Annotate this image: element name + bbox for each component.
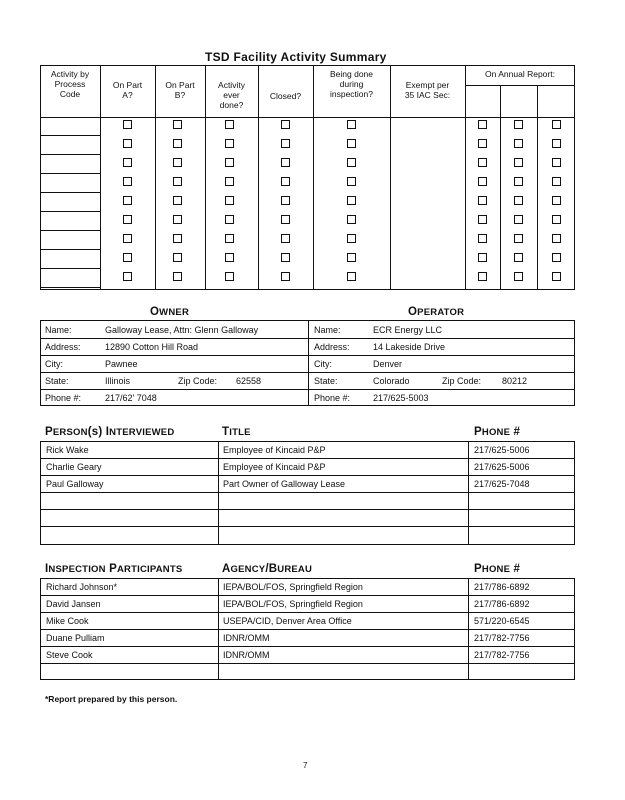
activity-checkbox[interactable] bbox=[173, 234, 182, 243]
person-name: Charlie Geary bbox=[46, 462, 102, 472]
activity-checkbox[interactable] bbox=[347, 215, 356, 224]
participant-phone: 571/220-6545 bbox=[474, 616, 530, 626]
activity-checkbox[interactable] bbox=[552, 120, 561, 129]
owner-phone-label: Phone #: bbox=[45, 393, 82, 403]
activity-code-line bbox=[40, 211, 100, 212]
activity-checkbox[interactable] bbox=[173, 215, 182, 224]
activity-checkbox[interactable] bbox=[173, 139, 182, 148]
operator-phone: 217/625-5003 bbox=[373, 393, 429, 403]
participants-phone-heading: PHONE # bbox=[474, 563, 521, 575]
col-activity-ever-done: Activity ever done? bbox=[218, 80, 245, 110]
person-title: Employee of Kincaid P&P bbox=[223, 462, 326, 472]
col-exempt: Exempt per 35 IAC Sec: bbox=[404, 80, 451, 100]
activity-checkbox[interactable] bbox=[478, 253, 487, 262]
operator-zip-label: Zip Code: bbox=[442, 376, 482, 386]
participant-agency: IEPA/BOL/FOS, Springfield Region bbox=[223, 582, 363, 592]
activity-checkbox[interactable] bbox=[552, 253, 561, 262]
row-divider bbox=[40, 475, 575, 476]
activity-checkbox[interactable] bbox=[478, 215, 487, 224]
participant-name: Duane Pulliam bbox=[46, 633, 105, 643]
person-phone: 217/625-7048 bbox=[474, 479, 530, 489]
activity-checkbox[interactable] bbox=[173, 158, 182, 167]
activity-checkbox[interactable] bbox=[552, 215, 561, 224]
activity-checkbox[interactable] bbox=[478, 139, 487, 148]
activity-code-line bbox=[40, 230, 100, 231]
activity-checkbox[interactable] bbox=[123, 196, 132, 205]
activity-checkbox[interactable] bbox=[225, 253, 234, 262]
owner-zip-label: Zip Code: bbox=[178, 376, 218, 386]
activity-checkbox[interactable] bbox=[225, 177, 234, 186]
owner-name-label: Name: bbox=[45, 325, 72, 335]
person-name: Paul Galloway bbox=[46, 479, 104, 489]
participant-agency: IEPA/BOL/FOS, Springfield Region bbox=[223, 599, 363, 609]
activity-checkbox[interactable] bbox=[347, 234, 356, 243]
operator-address-label: Address: bbox=[314, 342, 350, 352]
row-divider bbox=[40, 509, 575, 510]
operator-zip: 80212 bbox=[502, 376, 528, 386]
participant-name: Richard Johnson* bbox=[46, 582, 118, 592]
activity-checkbox[interactable] bbox=[281, 253, 290, 262]
activity-checkbox[interactable] bbox=[225, 158, 234, 167]
activity-checkbox[interactable] bbox=[173, 177, 182, 186]
activity-checkbox[interactable] bbox=[514, 196, 523, 205]
activity-code-line bbox=[40, 135, 100, 136]
owner-address-label: Address: bbox=[45, 342, 81, 352]
activity-checkbox[interactable] bbox=[478, 272, 487, 281]
row-divider bbox=[40, 492, 575, 493]
operator-heading: OPERATOR bbox=[408, 306, 465, 318]
activity-checkbox[interactable] bbox=[281, 215, 290, 224]
agency-heading: AGENCY/BUREAU bbox=[222, 563, 313, 575]
participant-phone: 217/786-6892 bbox=[474, 582, 530, 592]
row-divider bbox=[40, 595, 575, 596]
activity-checkbox[interactable] bbox=[281, 234, 290, 243]
activity-checkbox[interactable] bbox=[347, 272, 356, 281]
owner-phone: 217/62’ 7048 bbox=[105, 393, 157, 403]
activity-checkbox[interactable] bbox=[123, 253, 132, 262]
activity-checkbox[interactable] bbox=[514, 272, 523, 281]
activity-checkbox[interactable] bbox=[347, 177, 356, 186]
activity-checkbox[interactable] bbox=[281, 177, 290, 186]
activity-checkbox[interactable] bbox=[123, 272, 132, 281]
participant-agency: USEPA/CID, Denver Area Office bbox=[223, 616, 352, 626]
activity-checkbox[interactable] bbox=[225, 139, 234, 148]
activity-checkbox[interactable] bbox=[514, 177, 523, 186]
activity-checkbox[interactable] bbox=[514, 139, 523, 148]
activity-checkbox[interactable] bbox=[514, 120, 523, 129]
page-number: 7 bbox=[303, 761, 308, 770]
row-divider bbox=[40, 612, 575, 613]
activity-checkbox[interactable] bbox=[225, 272, 234, 281]
footnote: *Report prepared by this person. bbox=[45, 694, 178, 704]
row-divider bbox=[40, 646, 575, 647]
participant-phone: 217/782-7756 bbox=[474, 633, 530, 643]
col-part-b: On Part B? bbox=[165, 80, 195, 100]
activity-checkbox[interactable] bbox=[225, 120, 234, 129]
activity-checkbox[interactable] bbox=[347, 120, 356, 129]
activity-checkbox[interactable] bbox=[347, 158, 356, 167]
activity-checkbox[interactable] bbox=[281, 120, 290, 129]
activity-checkbox[interactable] bbox=[347, 196, 356, 205]
row-divider bbox=[40, 458, 575, 459]
activity-checkbox[interactable] bbox=[478, 196, 487, 205]
activity-checkbox[interactable] bbox=[552, 196, 561, 205]
persons-phone-heading: PHONE # bbox=[474, 426, 521, 438]
owner-state-label: State: bbox=[45, 376, 69, 386]
activity-code-line bbox=[40, 249, 100, 250]
activity-checkbox[interactable] bbox=[552, 158, 561, 167]
activity-checkbox[interactable] bbox=[347, 139, 356, 148]
activity-checkbox[interactable] bbox=[478, 177, 487, 186]
participant-agency: IDNR/OMM bbox=[223, 633, 270, 643]
persons-interviewed-heading: PERSON(s) INTERVIEWED bbox=[45, 426, 175, 438]
activity-checkbox[interactable] bbox=[225, 215, 234, 224]
owner-city-label: City: bbox=[45, 359, 63, 369]
participant-agency: IDNR/OMM bbox=[223, 650, 270, 660]
activity-checkbox[interactable] bbox=[123, 139, 132, 148]
participant-name: Mike Cook bbox=[46, 616, 89, 626]
person-name: Rick Wake bbox=[46, 445, 89, 455]
activity-checkbox[interactable] bbox=[173, 196, 182, 205]
activity-checkbox[interactable] bbox=[123, 158, 132, 167]
owner-state: Illinois bbox=[105, 376, 131, 386]
col-annual-report: On Annual Report: bbox=[485, 69, 555, 79]
participant-phone: 217/782-7756 bbox=[474, 650, 530, 660]
owner-name: Galloway Lease, Attn: Glenn Galloway bbox=[105, 325, 259, 335]
summary-title: TSD Facility Activity Summary bbox=[205, 50, 387, 64]
col-activity-code: Activity by Process Code bbox=[50, 69, 90, 99]
activity-code-line bbox=[40, 192, 100, 193]
participants-heading: INSPECTION PARTICIPANTS bbox=[45, 563, 183, 575]
row-divider bbox=[40, 526, 575, 527]
row-divider bbox=[40, 629, 575, 630]
operator-state-label: State: bbox=[314, 376, 338, 386]
activity-checkbox[interactable] bbox=[281, 196, 290, 205]
activity-code-line bbox=[40, 173, 100, 174]
col-being-done: Being done during inspection? bbox=[329, 69, 373, 99]
activity-checkbox[interactable] bbox=[478, 120, 487, 129]
activity-checkbox[interactable] bbox=[123, 215, 132, 224]
activity-checkbox[interactable] bbox=[514, 215, 523, 224]
activity-checkbox[interactable] bbox=[347, 253, 356, 262]
activity-checkbox[interactable] bbox=[123, 234, 132, 243]
activity-checkbox[interactable] bbox=[552, 234, 561, 243]
participant-phone: 217/786-6892 bbox=[474, 599, 530, 609]
activity-checkbox[interactable] bbox=[514, 234, 523, 243]
person-phone: 217/625-5006 bbox=[474, 445, 530, 455]
activity-checkbox[interactable] bbox=[225, 234, 234, 243]
activity-checkbox[interactable] bbox=[552, 139, 561, 148]
person-phone: 217/625-5006 bbox=[474, 462, 530, 472]
operator-name: ECR Energy LLC bbox=[373, 325, 443, 335]
operator-city-label: City: bbox=[314, 359, 332, 369]
person-title: Employee of Kincaid P&P bbox=[223, 445, 326, 455]
row-divider bbox=[40, 663, 575, 664]
activity-checkbox[interactable] bbox=[281, 158, 290, 167]
activity-checkbox[interactable] bbox=[552, 272, 561, 281]
operator-address: 14 Lakeside Drive bbox=[373, 342, 446, 352]
activity-code-line bbox=[40, 154, 100, 155]
owner-address: 12890 Cotton Hill Road bbox=[105, 342, 199, 352]
activity-checkbox[interactable] bbox=[478, 234, 487, 243]
person-title: Part Owner of Galloway Lease bbox=[223, 479, 346, 489]
activity-code-line bbox=[40, 268, 100, 269]
activity-checkbox[interactable] bbox=[225, 196, 234, 205]
participant-name: David Jansen bbox=[46, 599, 101, 609]
activity-checkbox[interactable] bbox=[173, 120, 182, 129]
title-heading: TITLE bbox=[222, 426, 251, 438]
operator-name-label: Name: bbox=[314, 325, 341, 335]
activity-checkbox[interactable] bbox=[552, 177, 561, 186]
owner-heading: OWNER bbox=[150, 306, 189, 318]
activity-checkbox[interactable] bbox=[478, 158, 487, 167]
activity-checkbox[interactable] bbox=[514, 253, 523, 262]
activity-checkbox[interactable] bbox=[514, 158, 523, 167]
col-closed: Closed? bbox=[269, 91, 302, 101]
activity-checkbox[interactable] bbox=[173, 253, 182, 262]
owner-city: Pawnee bbox=[105, 359, 138, 369]
activity-checkbox[interactable] bbox=[281, 272, 290, 281]
participant-name: Steve Cook bbox=[46, 650, 93, 660]
activity-checkbox[interactable] bbox=[123, 120, 132, 129]
activity-checkbox[interactable] bbox=[281, 139, 290, 148]
activity-code-line bbox=[40, 287, 100, 288]
operator-city: Denver bbox=[373, 359, 403, 369]
persons-interviewed-table bbox=[40, 441, 575, 545]
activity-checkbox[interactable] bbox=[123, 177, 132, 186]
operator-phone-label: Phone #: bbox=[314, 393, 351, 403]
col-part-a: On Part A? bbox=[112, 80, 143, 100]
owner-zip: 62558 bbox=[236, 376, 262, 386]
activity-checkbox[interactable] bbox=[173, 272, 182, 281]
operator-state: Colorado bbox=[373, 376, 410, 386]
